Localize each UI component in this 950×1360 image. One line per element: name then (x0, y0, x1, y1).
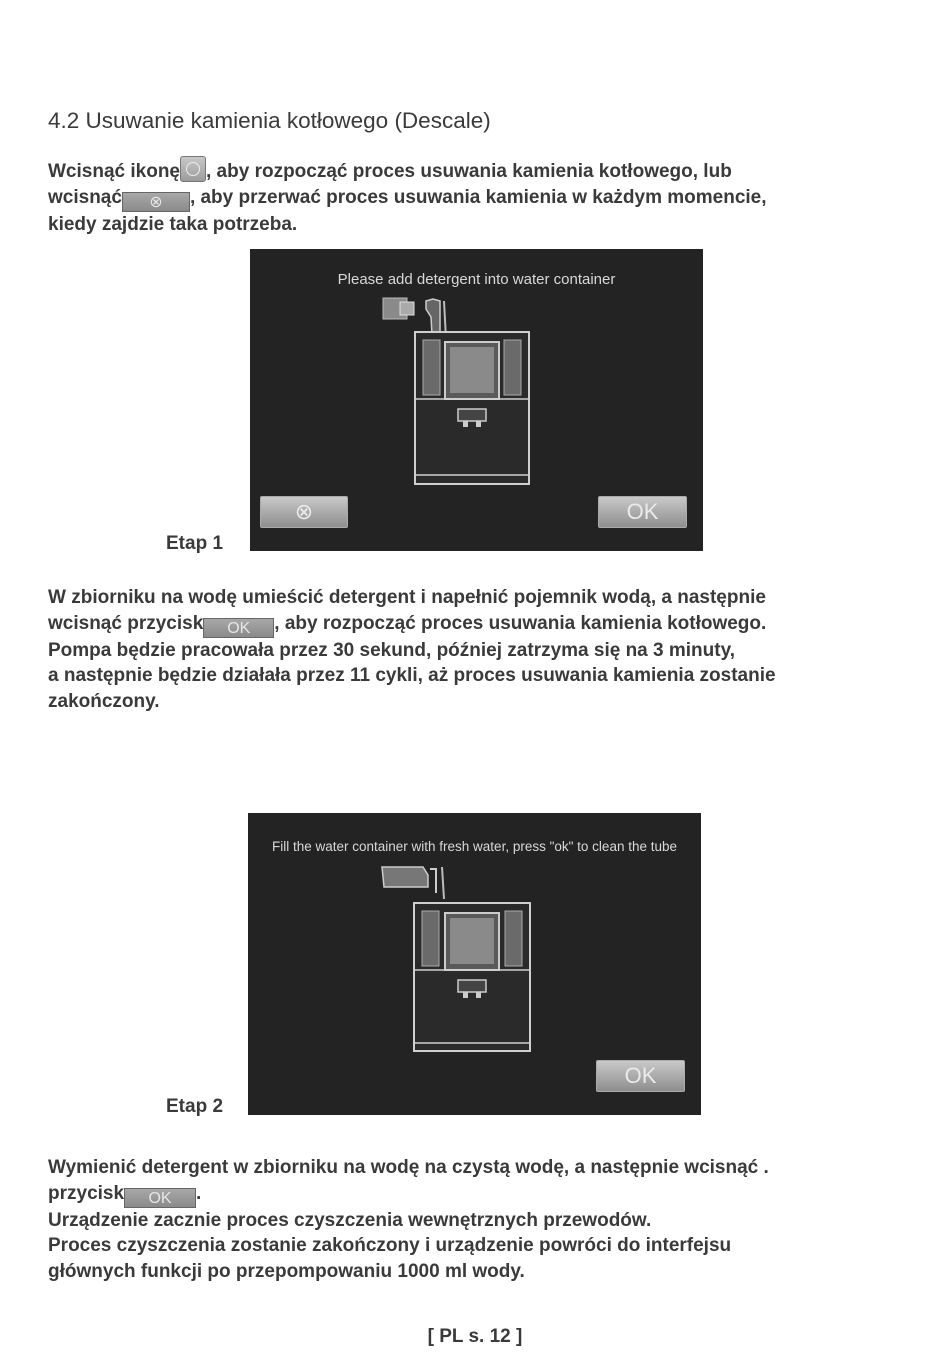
intro-text: , aby przerwać proces usuwania kamienia w każdym momencie, (189, 186, 767, 208)
body-text: zakończony. (48, 690, 160, 712)
body-text: W zbiorniku na wodę umieścić detergent i napełnić pojemnik wodą, a następnie (48, 587, 766, 608)
intro-text: kiedy zajdzie taka potrzeba. (48, 213, 298, 235)
body-text: Pompa będzie pracowała przez 30 sekund, później zatrzyma się na 3 minuty, (48, 639, 736, 661)
page-number: [ PL s. 12 ] (427, 1326, 523, 1347)
intro-text: , aby rozpocząć proces usuwania kamienia kotłowego, lub (206, 161, 732, 182)
body-text: głównych funkcji po przepompowaniu 1000 ml wody. (48, 1260, 525, 1282)
ok-button[interactable]: OK (598, 496, 687, 528)
body-text: a następnie będzie działała przez 11 cykli, aż proces usuwania kamienia zostanie (48, 665, 776, 686)
body-text: Proces czyszczenia zostanie zakończony i urządzenie powróci do interfejsu (48, 1235, 732, 1256)
section-heading: 4.2 Usuwanie kamienia kotłowego (Descale) (48, 108, 491, 133)
ok-button-icon: OK (124, 1188, 196, 1208)
intro-text: Wcisnąć ikonę (48, 161, 180, 182)
water-tank-icon (426, 299, 440, 335)
body-text: . (196, 1182, 202, 1204)
body-text: Urządzenie zacznie proces czyszczenia wewnętrznych przewodów. (48, 1209, 652, 1231)
step1-label: Etap 1 (166, 533, 224, 554)
ok-button-icon: OK (203, 618, 274, 638)
body-text: , aby rozpocząć proces usuwania kamienia kotłowego. (274, 612, 767, 634)
cancel-button-icon: ⊗ (122, 192, 190, 212)
jug-icon (382, 867, 428, 887)
step2-paragraph (48, 1155, 769, 1284)
step1-paragraph (48, 585, 776, 714)
step1-screen-message: Please add detergent into water container (337, 271, 616, 288)
step2-screen (248, 813, 701, 1115)
body-text: przycisk (48, 1182, 125, 1204)
step1-screen (250, 249, 703, 551)
body-text: wcisnąć przycisk (48, 612, 204, 634)
ok-button[interactable]: OK (596, 1060, 685, 1092)
intro-paragraph (48, 156, 767, 237)
cancel-button[interactable]: ⊗ (260, 496, 348, 528)
descale-icon (180, 156, 206, 182)
body-text: Wymienić detergent w zbiorniku na wodę na czystą wodę, a następnie wcisnąć . (48, 1157, 769, 1178)
intro-text: wcisnąć (48, 186, 122, 208)
step2-label: Etap 2 (166, 1096, 224, 1117)
step2-screen-message: Fill the water container with fresh water, press "ok" to clean the tube (271, 839, 678, 854)
